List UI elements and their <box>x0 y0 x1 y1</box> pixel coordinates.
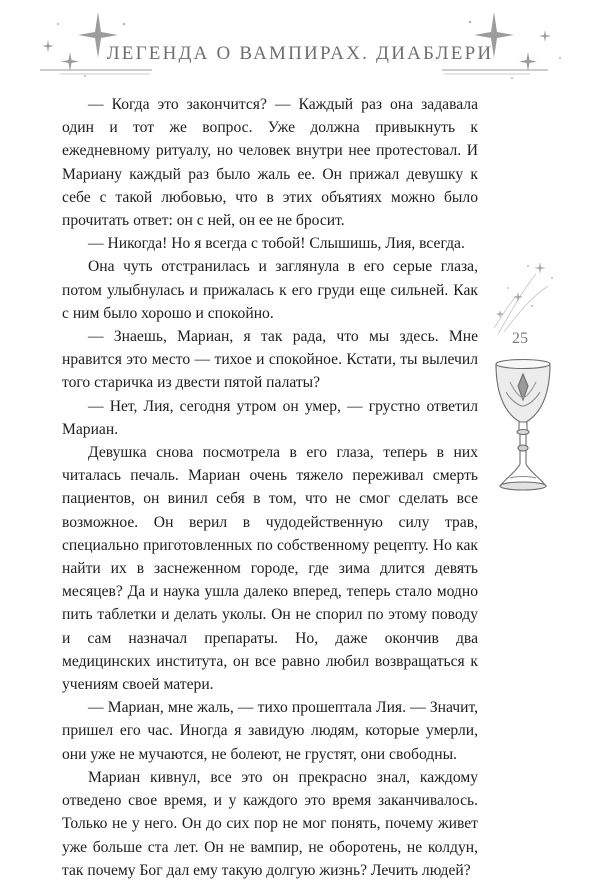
page-number: 25 <box>512 330 528 347</box>
paragraph: Она чуть отстранилась и заглянула в его серые глаза, потом улыбнулась и прижалась к его груди еще сильней. Как с ним было хорошо и спокойно. <box>62 258 478 322</box>
paragraph: — Нет, Лия, сегодня утром он умер, — грустно ответил Мариан. <box>62 397 478 438</box>
sparkle-dot <box>469 21 472 24</box>
sparkle-star-icon <box>534 262 546 274</box>
goblet-icon <box>490 352 556 502</box>
sparkle-star-icon <box>496 310 504 318</box>
paragraph: — Мариан, мне жаль, — тихо прошептала Лия. — Значит, пришел его час. Иногда я завидую людям, которые умерли, они уже не мучаются, не болеют, не грустят, они свободны. <box>62 699 478 763</box>
paragraph: Девушка снова посмотрела в его глаза, теперь в них читалась печаль. Мариан очень тяжело переживал смерть пациентов, он винил себя в том, что не смог сделать все возможное. Он верил в чудодейственную силу трав, специально приготовленных по собственному рецепту. Но как найти их в заснеженном городе, где зима длится девять месяцев? Да и наука ушла далеко вперед, теперь стало модно пить таблетки и делать уколы. Он не спорил по этому поводу и сам назначал препараты. Но, даже окончив два медицинских института, он все равно любил возвращаться к учениям своей матери. <box>62 444 478 694</box>
paragraph: Мариан кивнул, все это он прекрасно знал, каждому отведено свое время, и у каждого это время заканчивалось. Только не у него. Он до сих пор не мог понять, почему живет уже больше ста лет. Он не вампир, не оборотень, не колдун, так почему Бог дал ему такую долгую жизнь? Лечить людей? <box>62 768 478 879</box>
paragraph: — Никогда! Но я всегда с тобой! Слышишь, Лия, всегда. <box>88 235 465 253</box>
sparkle-star-icon <box>513 292 523 302</box>
sparkle-dot <box>511 77 513 79</box>
running-title: ЛЕГЕНДА О ВАМПИРАХ. ДИАБЛЕРИ <box>106 43 494 64</box>
sparkle-star-icon <box>539 30 551 42</box>
paragraph: — Когда это закончится? — Каждый раз она задавала один и тот же вопрос. Уже должна привыкнуть к ежедневному ритуалу, но человек внутри нее протестовал. И Мариану каждый раз было жаль ее. Он прижал девушку к себе с такой любовью, что в этих объятиях можно было прочитать ответ: он с ней, он ее не бросит. <box>62 96 478 230</box>
text-body <box>62 93 478 882</box>
sparkle-dot <box>84 75 86 77</box>
margin-sparkles <box>488 258 568 338</box>
sparkle-dot <box>57 23 59 25</box>
sparkle-dot <box>123 23 126 26</box>
paragraph: — Знаешь, Мариан, я так рада, что мы здесь. Мне нравится это место — тихое и спокойное. Кстати, ты вылечил того старичка из двести пятой палаты? <box>62 328 478 392</box>
